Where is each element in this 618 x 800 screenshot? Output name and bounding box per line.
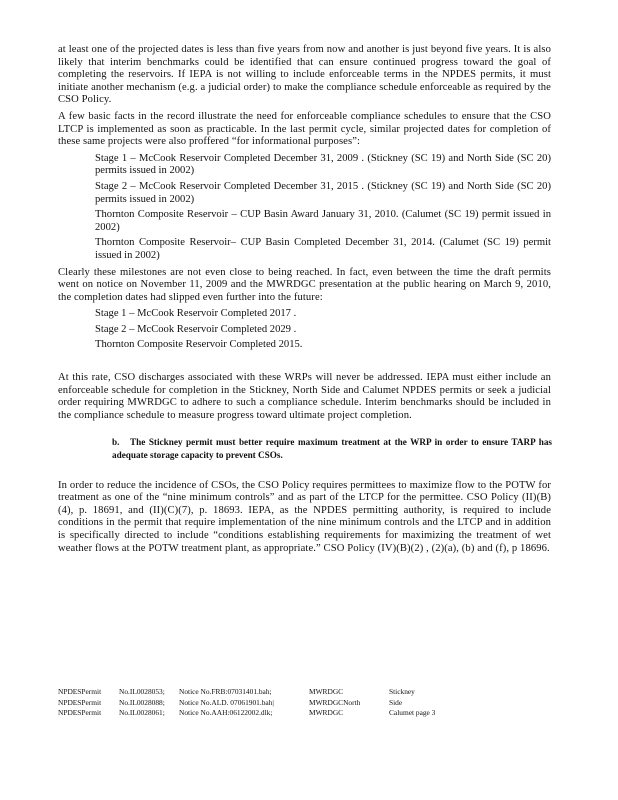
footer-row: NPDESPermit No.IL0028061; Notice No.AAH:06122002.dlk; MWRDGC Calumet page 3 [58,708,436,717]
list-item: Stage 2 – McCook Reservoir Completed 2029 . [95,323,297,335]
list-item: Thornton Composite Reservoir– CUP Basin Completed December 31, 2014. (Calumet (SC 19) permit issued in 2002) [95,237,551,261]
page-footer [58,687,558,719]
section-heading [112,436,552,461]
document-body [58,44,551,555]
list-item: Thornton Composite Reservoir – CUP Basin Award January 31, 2010. (Calumet (SC 19) permit issued in 2002) [95,209,551,233]
projected-dates-list [58,153,551,263]
paragraph-4: At this rate, CSO discharges associated with these WRPs will never be addressed. IEPA must either include an enforceable schedule for completion in the Stickney, North Side and Calumet NPDES permits or seek a judicial order requiring MWRDGC to adhere to such a compliance schedule. Interim benchmarks should be included in the compliance schedule to measure progress toward ultimate project completion. [58,372,551,421]
slipped-dates-list [58,308,551,352]
section-heading-text: The Stickney permit must better require maximum treatment at the WRP in order to ensure TARP has adequate storage capacity to prevent CSOs. [112,437,552,461]
list-item: Stage 2 – McCook Reservoir Completed December 31, 2015 . (Stickney (SC 19) and North Side (SC 20) permits issued in 2002) [95,180,551,205]
footer-row: NPDESPermit No.IL0028088; Notice No.ALD. 07061901.bah| MWRDGCNorth Side [58,697,403,707]
paragraph-1: at least one of the projected dates is less than five years from now and another is just beyond five years. It is also likely that interim benchmarks could be identified that can ensure continued progress toward the goal of completing the reservoirs. If IEPA is not willing to include enforceable terms in the NPDES permits, it must initiate another mechanism (e.g. a judicial order) to make the compliance schedule enforceable as required by the CSO Policy. [58,44,551,106]
paragraph-2: A few basic facts in the record illustrate the need for enforceable compliance schedules to ensure that the CSO LTCP is implemented as soon as practicable. In the last permit cycle, similar projected dates for completion of these same projects were also proffered “for informational purposes”: [58,110,551,148]
list-item: Thornton Composite Reservoir Completed 2015. [95,339,303,351]
footer-row: NPDESPermit No.IL0028053; Notice No.FRB:07031401.bah; MWRDGC Stickney [58,687,415,696]
paragraph-3: Clearly these milestones are not even close to being reached. In fact, even between the time the draft permits went on notice on November 11, 2009 and the MWRDGC presentation at the public hearing on March 9, 2010, the completion dates had slipped even further into the future: [58,266,551,303]
section-letter: b. [112,437,120,448]
paragraph-5: In order to reduce the incidence of CSOs, the CSO Policy requires permittees to maximize flow to the POTW for treatment as one of the “nine minimum controls” and as part of the LTCP for the permittee. CSO Policy (II)(B)(4), p. 18691, and (II)(C)(7), p. 18693. IEPA, as the NPDES permitting authority, is required to include conditions in the permit that require implementation of the nine minimum controls and the LTCP and in addition is specifically directed to include “conditions establishing requirements for maximizing the treatment of wet weather flows at the POTW treatment plant, as appropriate.” CSO Policy (IV)(B)(2) , (2)(a), (b) and (f), p 18696. [58,479,551,554]
list-item: Stage 1 – McCook Reservoir Completed 2017 . [95,308,297,320]
list-item: Stage 1 – McCook Reservoir Completed December 31, 2009 . (Stickney (SC 19) and North Side (SC 20) permits issued in 2002) [95,152,551,177]
